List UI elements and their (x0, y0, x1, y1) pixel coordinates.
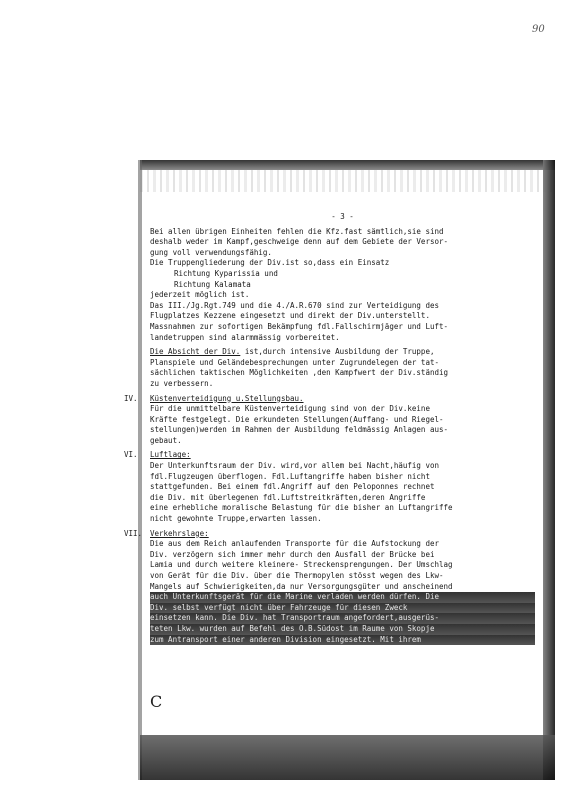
text-line: Richtung Kalamata (174, 279, 251, 289)
section-number: IV. (124, 393, 138, 403)
photocopy-right-edge (543, 160, 555, 780)
text-line: Der Unterkunftsraum der Div. wird,vor allem bei Nacht,häufig von (150, 461, 439, 471)
text-line: jederzeit möglich ist. (150, 290, 250, 300)
margin-mark: C (150, 692, 163, 711)
text-line: Flugplatzes Kezzene eingesetzt und direkt der Div.unterstellt. (150, 311, 430, 321)
intent-heading: Die Absicht der Div. (150, 347, 241, 357)
text-line: Kräfte festgelegt. Die erkundeten Stellungen(Auffang- und Riegel- (150, 414, 444, 424)
text-line: fdl.Flugzeugen überflogen. Fdl.Luftangriffe haben bisher nicht (150, 471, 430, 481)
text-line: nicht gewohnte Truppe,erwarten lassen. (150, 514, 322, 524)
section-vii (124, 529, 535, 646)
intent-text: ist,durch intensive Ausbildung der Truppe, (240, 347, 435, 357)
text-line: von Gerät für die Div. über die Thermopylen stösst wegen des Lkw- (150, 571, 444, 580)
text-line: Lamia und durch weitere kleinere- Streckensprengungen. Der Umschlag (150, 560, 453, 570)
text-line: deshalb weder im Kampf,geschweige denn auf dem Gebiete der Versor- (150, 237, 449, 247)
section-vi (124, 450, 535, 524)
text-line: Planspiele und Geländebesprechungen unter Zugrundelegen der tat- (150, 357, 439, 367)
text-line: landetruppen sind alarmmässig vorbereitet. (150, 332, 340, 342)
section-heading: Luftlage: (150, 450, 191, 460)
section-heading: Verkehrslage: (150, 528, 209, 538)
section-number: VI. (124, 450, 138, 460)
text-line: gebaut. (150, 435, 182, 445)
section-iv (124, 394, 535, 447)
intent-paragraph-first-line (150, 347, 535, 358)
photocopy-top-noise (140, 170, 555, 192)
text-line: Die Truppengliederung der Div.ist so,dass ein Einsatz (150, 258, 390, 268)
text-line: Für die unmittelbare Küstenverteidigung sind von der Div.keine (150, 404, 430, 414)
text-line-degraded: zum Antransport einer anderen Division eingesetzt. Mit ihrem (150, 635, 535, 646)
text-line: sächlichen taktischen Möglichkeiten ,den Kampfwert der Div.ständig (150, 368, 449, 378)
text-line: stellungen)werden im Rahmen der Ausbildung feldmässig Anlagen aus- (150, 425, 449, 435)
text-line: Bei allen übrigen Einheiten fehlen die Kfz.fast sämtlich,sie sind (150, 226, 444, 236)
text-line: Massnahmen zur sofortigen Bekämpfung fdl.Fallschirmjäger und Luft- (150, 321, 449, 331)
handwritten-page-number: 90 (532, 24, 545, 35)
text-line-degraded: auch Unterkunftsgerät für die Marine verladen werden dürfen. Die (150, 592, 535, 603)
document-body (124, 212, 535, 645)
text-line-degraded: teten Lkw. wurden auf Befehl des O.B.Südost im Raume von Skopje (150, 624, 535, 635)
photocopy-bottom-edge (140, 735, 555, 780)
text-line-degraded: einsetzen kann. Die Div. hat Transportraum angefordert,ausgerüs- (150, 613, 535, 624)
text-line: stattgefunden. Bei einem fdl.Angriff auf den Peloponnes rechnet (150, 482, 435, 492)
text-line: Richtung Kyparissia und (174, 268, 278, 278)
text-line: zu verbessern. (150, 378, 214, 388)
section-heading: Küstenverteidigung u.Stellungsbau. (150, 393, 304, 403)
text-line: Mangels auf Schwierigkeiten,da nur Versorgungsgüter und anscheinend (150, 581, 453, 591)
text-line: die Div. mit überlegenen fdl.Luftstreitkräften,deren Angriffe (150, 492, 426, 502)
text-line: gung voll verwendungsfähig. (150, 247, 272, 257)
text-line: Div. verzögern sich immer mehr durch den Ausfall der Brücke bei (150, 549, 435, 559)
photocopy-top-edge (140, 160, 555, 170)
text-line: eine erhebliche moralische Belastung für die bisher an Luftangriffe (150, 503, 453, 513)
text-line-degraded: Div. selbst verfügt nicht über Fahrzeuge für diesen Zweck (150, 603, 535, 614)
typed-page-number: - 3 - (331, 212, 354, 221)
text-line: Die aus dem Reich anlaufenden Transporte für die Aufstockung der (150, 539, 439, 549)
text-line: Das III./Jg.Rgt.749 und die 4./A.R.670 sind zur Verteidigung des (150, 300, 439, 310)
section-number: VII. (124, 528, 143, 538)
